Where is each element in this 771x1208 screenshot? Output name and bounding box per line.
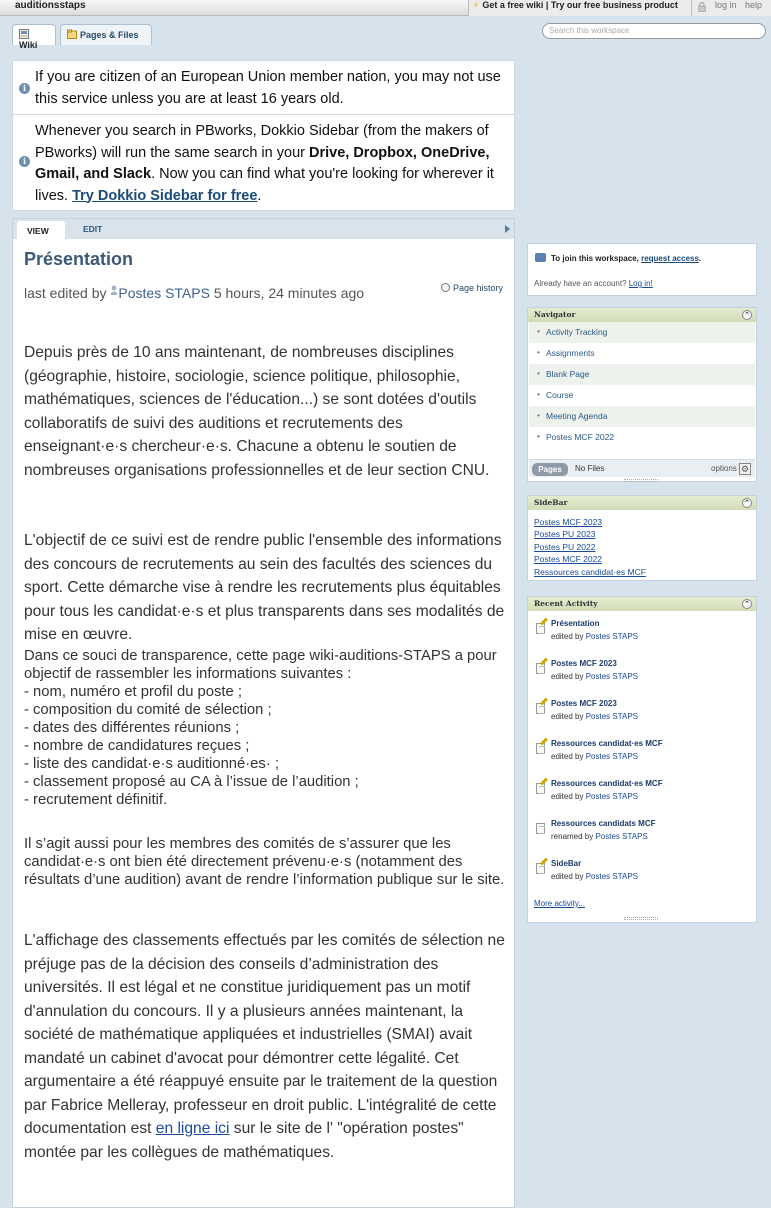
collapse-icon[interactable]: ⌃ [742, 599, 752, 609]
resize-handle[interactable] [624, 479, 658, 482]
list-item: - classement proposé au CA à l’issue de l’audition ; [24, 774, 359, 790]
page-history-link[interactable]: Page history [441, 283, 503, 293]
activity-page-link[interactable]: Ressources candidat·es MCF [551, 739, 663, 748]
activity-page-link[interactable]: Postes MCF 2023 [551, 659, 617, 668]
clock-icon [441, 283, 450, 292]
activity-user-link[interactable]: Postes STAPS [585, 872, 639, 881]
wiki-page-icon [19, 29, 29, 39]
folder-icon [67, 29, 77, 39]
list-item: - dates des différentes réunions ; [24, 720, 240, 736]
recent-activity-box [527, 596, 757, 923]
lock-icon [698, 2, 706, 12]
sidebar-link[interactable]: Postes PU 2022 [534, 542, 596, 552]
nav-item[interactable]: • Course [529, 385, 755, 406]
nav-item[interactable]: • Assignments [529, 343, 755, 364]
login-link[interactable]: Log in! [628, 279, 653, 288]
paragraph-committees: Il s’agit aussi pour les membres des comités de s’assurer que les candidat·e·s ont bien été directement prévenu·e·s (notamment des résultats d’une audition) avant de rendre l’information publique sur le site. [24, 836, 505, 888]
author-link[interactable]: Postes STAPS [118, 285, 210, 301]
activity-user-link[interactable]: Postes STAPS [585, 752, 639, 761]
paragraph-legal: L'affichage des classements effectués par les comités de sélection ne préjuge pas de la décision des conseils d’administration des universités. Il est légal et ne constitue juridiquement pas un motif d'annulation du concours. Il y a plusieurs années maintenant, la société de mathématique appliquées et industrielles (SMAI) avait mandaté un cabinet d'avocat pour démontrer cette légalité. Cet argumentaire a été réappuyé ensuite par le traitement de la question par Fabrice Melleray, professeur en droit public. L'intégralité de cette documentation est en ligne ici sur le site de l' "opération postes" montée par les collègues de mathématiques. [24, 932, 505, 1161]
activity-user-link[interactable]: Postes STAPS [595, 832, 648, 841]
nav-item[interactable]: • Postes MCF 2022 [529, 427, 755, 448]
page-content-panel [12, 218, 515, 1208]
last-edited-line: last edited by Postes STAPS 5 hours, 24 minutes ago [24, 285, 365, 301]
no-files-label[interactable]: No Files [575, 464, 605, 473]
help-link[interactable]: help [745, 0, 763, 10]
view-tab[interactable]: VIEW [17, 221, 65, 240]
expand-arrow-icon[interactable] [505, 225, 510, 233]
activity-page-link[interactable]: Ressources candidat·es MCF [551, 779, 663, 788]
list-item: - composition du comité de sélection ; [24, 702, 272, 718]
activity-page-link[interactable]: Ressources candidats MCF [551, 819, 656, 828]
nav-item[interactable]: • Activity Tracking [529, 322, 755, 343]
sidebar-box [527, 495, 757, 581]
activity-item: SideBar edited by Postes STAPS [528, 858, 756, 892]
bolt-icon: ⚡ [473, 0, 480, 10]
resize-handle[interactable] [624, 917, 658, 920]
info-icon: i [19, 83, 30, 94]
search-input[interactable]: Search this workspace [542, 23, 766, 39]
activity-page-link[interactable]: Postes MCF 2023 [551, 699, 617, 708]
list-item: - nombre de candidatures reçues ; [24, 738, 250, 754]
request-access-link[interactable]: request access [641, 254, 699, 263]
top-bar [0, 0, 771, 16]
sidebar-link[interactable]: Postes MCF 2022 [534, 554, 603, 564]
nav-item[interactable]: • Blank Page [529, 364, 755, 385]
page-title: Présentation [24, 249, 134, 269]
sidebar-header: SideBar ⌃ [528, 496, 756, 510]
navigator-footer [529, 459, 755, 477]
collapse-icon[interactable]: ⌃ [742, 498, 752, 508]
activity-page-link[interactable]: SideBar [551, 859, 582, 868]
gear-icon[interactable]: ⚙ [740, 464, 750, 474]
age-notice: i If you are citizen of an European Union member nation, you may not use this service unless you are at least 16 years old. [12, 60, 515, 116]
navigator-box [527, 307, 757, 482]
list-item: - nom, numéro et profil du poste ; [24, 684, 242, 700]
site-name[interactable]: auditionsstaps [15, 0, 86, 11]
info-icon: i [19, 156, 30, 167]
recent-activity-header: Recent Activity ⌃ [528, 597, 756, 611]
sidebar-link[interactable]: Postes PU 2023 [534, 529, 596, 539]
options-link[interactable]: options [711, 464, 737, 473]
pages-button[interactable]: Pages [532, 463, 568, 476]
view-edit-bar [13, 219, 514, 239]
activity-item: Postes MCF 2023 edited by Postes STAPS [528, 658, 756, 692]
activity-item: Ressources candidats MCF renamed by Postes STAPS [528, 818, 756, 852]
activity-user-link[interactable]: Postes STAPS [585, 712, 639, 721]
promo-link[interactable]: ⚡ Get a free wiki | Try our free business product [473, 0, 678, 10]
page-icon [536, 823, 545, 834]
nav-item[interactable]: • Meeting Agenda [529, 406, 755, 427]
activity-item: Présentation edited by Postes STAPS [528, 618, 756, 652]
login-link[interactable]: log in [715, 0, 737, 10]
join-workspace-box: To join this workspace, request access. Already have an account? Log in! [527, 243, 757, 296]
paragraph-intro: Depuis près de 10 ans maintenant, de nombreuses disciplines (géographie, histoire, sociologie, science politique, philosophie, mathématiques, sciences de l'éducation...) se sont dotées d'outils collaboratifs de suivi des auditions et recrutements des enseignant·e·s chercheur·e·s. Chacune a obtenu le soutien de nombreuses organisations professionnelles et de leur section CNU. [24, 344, 490, 479]
navigator-header: Navigator ⌃ [528, 308, 756, 322]
sidebar-link[interactable]: Postes MCF 2023 [534, 517, 603, 527]
online-documentation-link[interactable]: en ligne ici [155, 1120, 230, 1137]
activity-page-link[interactable]: Présentation [551, 619, 600, 628]
dokkio-notice: i Whenever you search in PBworks, Dokkio Sidebar (from the makers of PBworks) will run the same search in your Drive, Dropbox, OneDrive, Gmail, and Slack. Now you can find what you're looking for wherever it lives. Try Dokkio Sidebar for free. [12, 114, 515, 211]
activity-user-link[interactable]: Postes STAPS [585, 792, 639, 801]
activity-user-link[interactable]: Postes STAPS [585, 672, 639, 681]
paragraph-objective: L'objectif de ce suivi est de rendre public l'ensemble des informations des concours de recrutements au sein des facultés des sciences du sport. Cette démarche vise à rendre les recrutements plus équitables pour tous les candidat·e·s et plus transparents dans ses modalités de mise en œuvre. [24, 532, 505, 643]
sidebar-link[interactable]: Ressources candidat·es MCF [534, 567, 646, 577]
activity-item: Ressources candidat·es MCF edited by Postes STAPS [528, 738, 756, 772]
list-item: - liste des candidat·e·s auditionné·es· ; [24, 756, 279, 772]
chat-icon [535, 253, 546, 262]
activity-item: Ressources candidat·es MCF edited by Postes STAPS [528, 778, 756, 812]
paragraph-transparency: Dans ce souci de transparence, cette page wiki-auditions-STAPS a pour objectif de rassembler les informations suivantes : - nom, numéro et profil du poste ; - composition du comité de sélection ; - dates des différentes réunions ; - nombre de candidatures reçues ; - liste des candidat·e·s auditionné·es· ; - classement proposé au CA à l’issue de l’audition ; - recrutement définitif. [24, 647, 506, 809]
more-activity-link[interactable]: More activity... [534, 899, 585, 908]
divider [691, 0, 692, 16]
top-right-links [468, 0, 771, 16]
dokkio-link[interactable]: Try Dokkio Sidebar for free [72, 187, 258, 204]
tab-wiki[interactable]: Wiki [12, 24, 56, 45]
activity-user-link[interactable]: Postes STAPS [585, 632, 639, 641]
list-item: - recrutement définitif. [24, 792, 168, 808]
activity-item: Postes MCF 2023 edited by Postes STAPS [528, 698, 756, 732]
edit-tab[interactable]: EDIT [83, 224, 103, 234]
collapse-icon[interactable]: ⌃ [742, 310, 752, 320]
tab-pages-files[interactable]: Pages & Files [60, 24, 152, 45]
